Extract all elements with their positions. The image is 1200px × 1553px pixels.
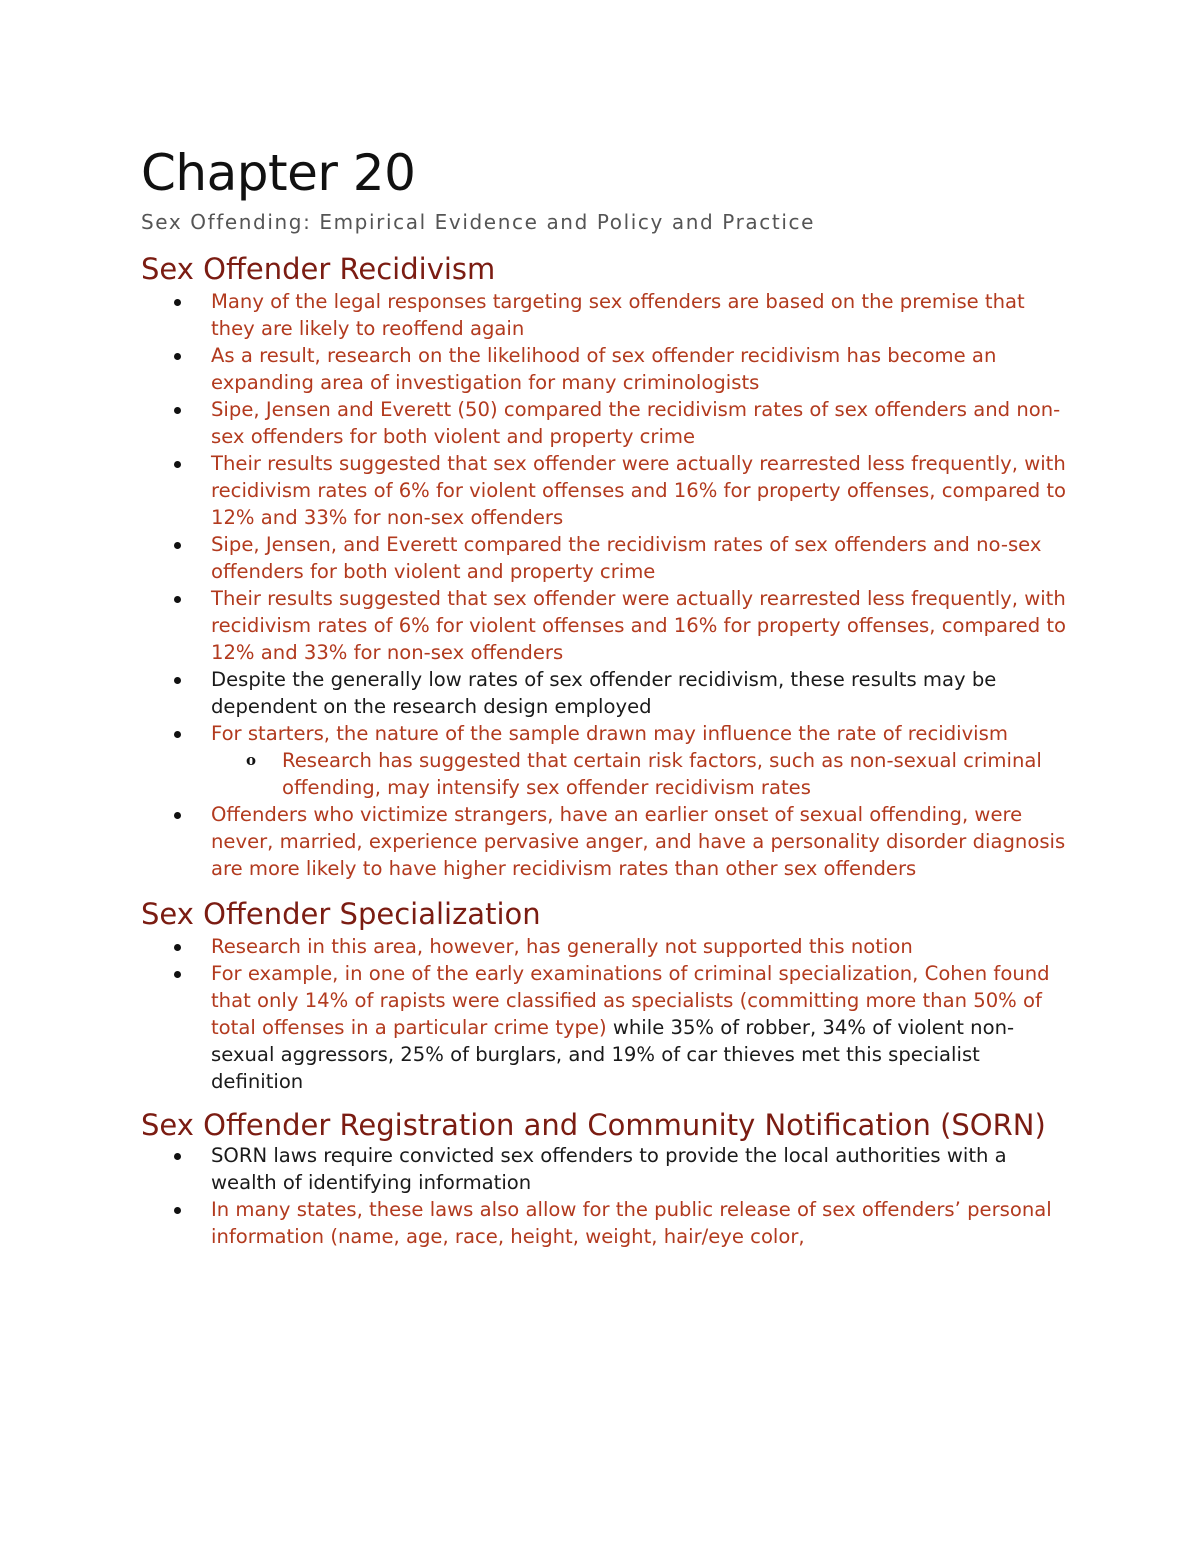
section-heading-recidivism: Sex Offender Recidivism	[141, 252, 496, 286]
list-item	[141, 1196, 1071, 1250]
bullet-icon	[174, 971, 181, 978]
bullet-icon	[174, 731, 181, 738]
recidivism-list	[141, 288, 1071, 882]
list-item-text: Their results suggested that sex offender were actually rearrested less frequently, with recidivism rates of 6% for violent offenses and 16% for property offenses, compared to 12% and 33% for non-sex offenders	[211, 587, 1067, 664]
bullet-icon	[174, 812, 181, 819]
chapter-title: Chapter 20	[141, 144, 416, 202]
bullet-icon	[174, 542, 181, 549]
sub-list	[141, 747, 1071, 801]
list-item	[141, 1142, 1071, 1196]
bullet-icon	[174, 407, 181, 414]
list-item-text: Sipe, Jensen, and Everett compared the recidivism rates of sex offenders and no-sex offenders for both violent and property crime	[211, 533, 1042, 583]
bullet-icon	[174, 596, 181, 603]
list-item-text-continuation: while 35% of robber, 34% of violent non-sexual aggressors, 25% of burglars, and 19% of car thieves met this specialist definition	[211, 1016, 1015, 1093]
bullet-icon	[174, 677, 181, 684]
section-heading-sorn: Sex Offender Registration and Community Notification (SORN)	[141, 1108, 1046, 1142]
list-item	[141, 933, 1071, 960]
bullet-icon	[174, 461, 181, 468]
list-item-text: In many states, these laws also allow for the public release of sex offenders’ personal information (name, age, race, height, weight, hair/eye color,	[211, 1198, 1052, 1248]
bullet-icon	[174, 299, 181, 306]
list-item-text: Research in this area, however, has generally not supported this notion	[211, 935, 913, 958]
bullet-icon	[174, 944, 181, 951]
list-item-text: Sipe, Jensen and Everett (50) compared the recidivism rates of sex offenders and non-sex offenders for both violent and property crime	[211, 398, 1061, 448]
list-item	[141, 342, 1071, 396]
specialization-list	[141, 933, 1071, 1095]
sub-list-item-text: Research has suggested that certain risk factors, such as non-sexual criminal offending, may intensify sex offender recidivism rates	[282, 749, 1042, 799]
list-item	[141, 288, 1071, 342]
list-item-text: For example, in one of the early examinations of criminal specialization, Cohen found that only 14% of rapists were classified as specialists (committing more than 50% of total offenses in a particular crime type)	[211, 962, 1050, 1039]
list-item-text: Despite the generally low rates of sex offender recidivism, these results may be dependent on the research design employed	[211, 668, 997, 718]
list-item	[141, 720, 1071, 801]
sub-list-item	[141, 747, 1071, 801]
document-page	[141, 138, 1071, 1250]
list-item-text: As a result, research on the likelihood of sex offender recidivism has become an expanding area of investigation for many criminologists	[211, 344, 997, 394]
section-heading-specialization: Sex Offender Specialization	[141, 897, 541, 931]
list-item-text: Offenders who victimize strangers, have an earlier onset of sexual offending, were never, married, experience pervasive anger, and have a personality disorder diagnosis are more likely to have higher recidivism rates than other sex offenders	[211, 803, 1066, 880]
sorn-list	[141, 1142, 1071, 1250]
list-item	[141, 396, 1071, 450]
list-item	[141, 585, 1071, 666]
chapter-subtitle: Sex Offending: Empirical Evidence and Policy and Practice	[141, 210, 815, 234]
list-item	[141, 450, 1071, 531]
list-item	[141, 531, 1071, 585]
bullet-icon	[174, 353, 181, 360]
bullet-icon	[174, 1153, 181, 1160]
sub-bullet-icon: o	[246, 751, 257, 769]
bullet-icon	[174, 1207, 181, 1214]
list-item-text: Their results suggested that sex offender were actually rearrested less frequently, with recidivism rates of 6% for violent offenses and 16% for property offenses, compared to 12% and 33% for non-sex offenders	[211, 452, 1067, 529]
list-item	[141, 801, 1071, 882]
list-item	[141, 960, 1071, 1095]
list-item	[141, 666, 1071, 720]
list-item-text: For starters, the nature of the sample drawn may influence the rate of recidivism	[211, 722, 1008, 745]
list-item-text: Many of the legal responses targeting sex offenders are based on the premise that they are likely to reoffend again	[211, 290, 1025, 340]
list-item-text: SORN laws require convicted sex offenders to provide the local authorities with a wealth of identifying information	[211, 1144, 1007, 1194]
